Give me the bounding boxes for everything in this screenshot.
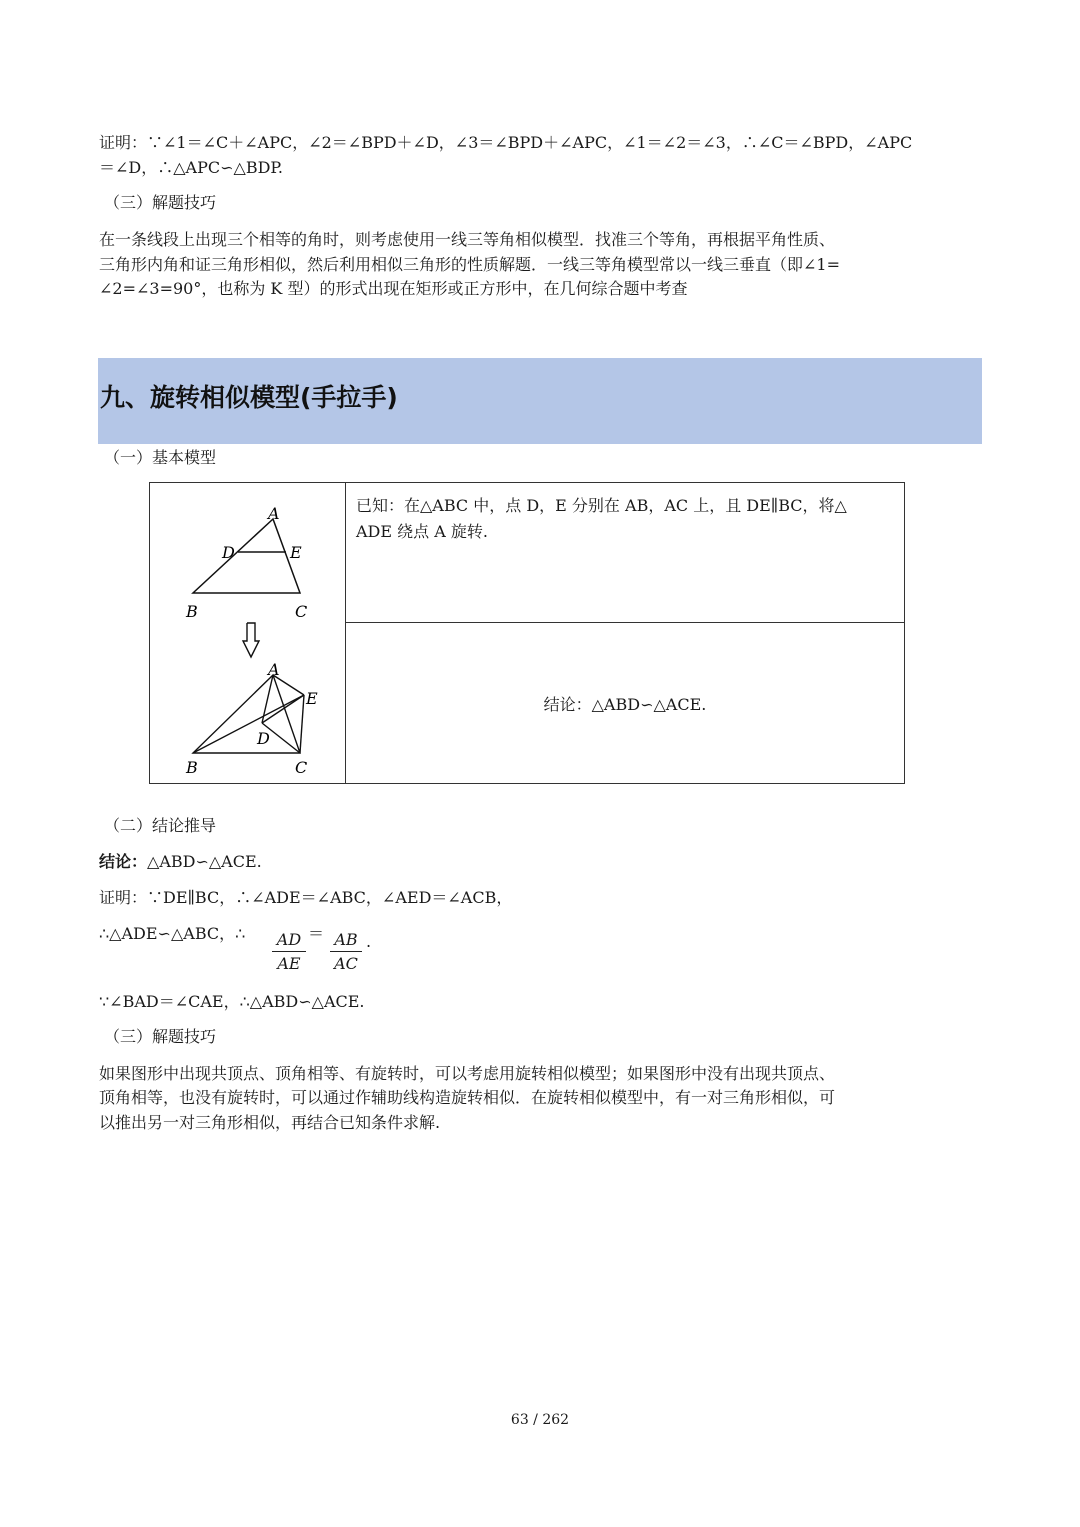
fraction-equals: ＝ xyxy=(308,924,325,943)
geometry-figure xyxy=(150,483,345,779)
tips2-line-1: 如果图形中出现共顶点、顶角相等、有旋转时，可以考虑用旋转相似模型；如果图形中没有出现共顶点、 xyxy=(99,1064,836,1083)
label-e-2: E xyxy=(306,689,318,708)
page-number: 63 / 262 xyxy=(510,1412,570,1428)
label-e: E xyxy=(290,543,302,562)
label-b: B xyxy=(186,602,198,621)
segment-ce xyxy=(300,695,304,753)
tips-line-2: 三角形内角和证三角形相似，然后利用相似三角形的性质解题．一线三等角模型常以一线三垂直（即∠1= xyxy=(99,255,840,274)
segment-de-rotated xyxy=(262,695,304,723)
triangle-abc-rotated xyxy=(193,675,300,753)
tips-line-1: 在一条线段上出现三个相等的角时，则考虑使用一线三等角相似模型．找准三个等角，再根据平角性质、 xyxy=(99,230,836,249)
label-b-2: B xyxy=(186,758,198,777)
section-banner xyxy=(98,358,982,444)
derive-proof-3: ∵∠BAD＝∠CAE，∴△ABD∽△ACE. xyxy=(99,992,365,1011)
fraction-2-denominator: AC xyxy=(334,954,358,973)
derive-conclusion-label: 结论： xyxy=(99,852,148,871)
basic-model-heading: （一）基本模型 xyxy=(104,448,217,467)
label-c-2: C xyxy=(295,758,308,777)
derive-heading: （二）结论推导 xyxy=(104,816,217,835)
section-title: 九、旋转相似模型(手拉手) xyxy=(100,383,398,412)
label-c: C xyxy=(295,602,308,621)
fraction-2-numerator: AB xyxy=(330,930,362,952)
tips2-line-2: 顶角相等，也没有旋转时，可以通过作辅助线构造旋转相似．在旋转相似模型中，有一对三角形相似，可 xyxy=(99,1088,836,1107)
derive-conclusion xyxy=(99,850,262,874)
tips2-heading: （三）解题技巧 xyxy=(104,1027,217,1046)
given-cell xyxy=(346,483,905,623)
figure-cell xyxy=(150,483,346,784)
derive-proof-2: ∴△ADE∽△ABC，∴ xyxy=(99,924,246,943)
fraction-1-numerator: AD xyxy=(272,930,306,952)
derive-conclusion-text: △ABD∽△ACE. xyxy=(147,852,262,871)
down-arrow-icon xyxy=(243,623,259,657)
fraction-1-denominator: AE xyxy=(277,954,301,973)
segment-be xyxy=(193,695,304,753)
derive-proof-1: 证明：∵DE∥BC，∴∠ADE＝∠ABC，∠AED＝∠ACB， xyxy=(99,888,513,907)
label-a: A xyxy=(268,504,280,523)
proof-line-2: ＝∠D，∴△APC∽△BDP. xyxy=(99,158,284,177)
given-line-2: ADE 绕点 A 旋转. xyxy=(356,522,488,541)
label-d-2: D xyxy=(257,729,270,748)
conclusion-cell: 结论：△ABD∽△ACE. xyxy=(346,623,905,784)
fraction-ab-ac xyxy=(330,930,362,973)
given-line-1: 已知：在△ABC 中，点 D，E 分别在 AB，AC 上，且 DE∥BC，将△ xyxy=(356,496,847,515)
fraction-period: . xyxy=(366,932,372,951)
triangle-abc xyxy=(193,519,300,593)
tips-heading: （三）解题技巧 xyxy=(104,193,217,212)
proof-line-1: 证明：∵∠1＝∠C＋∠APC，∠2＝∠BPD＋∠D，∠3＝∠BPD＋∠APC，∠1＝∠2＝∠3，∴∠C＝∠BPD，∠APC xyxy=(99,133,913,152)
fraction-ad-ae xyxy=(272,930,306,973)
basic-model-table xyxy=(149,482,905,784)
tips-line-3: ∠2=∠3=90°，也称为 K 型）的形式出现在矩形或正方形中，在几何综合题中考查 xyxy=(99,279,688,298)
tips2-line-3: 以推出另一对三角形相似，再结合已知条件求解. xyxy=(99,1113,441,1132)
label-a-2: A xyxy=(268,660,280,679)
label-d: D xyxy=(222,543,235,562)
